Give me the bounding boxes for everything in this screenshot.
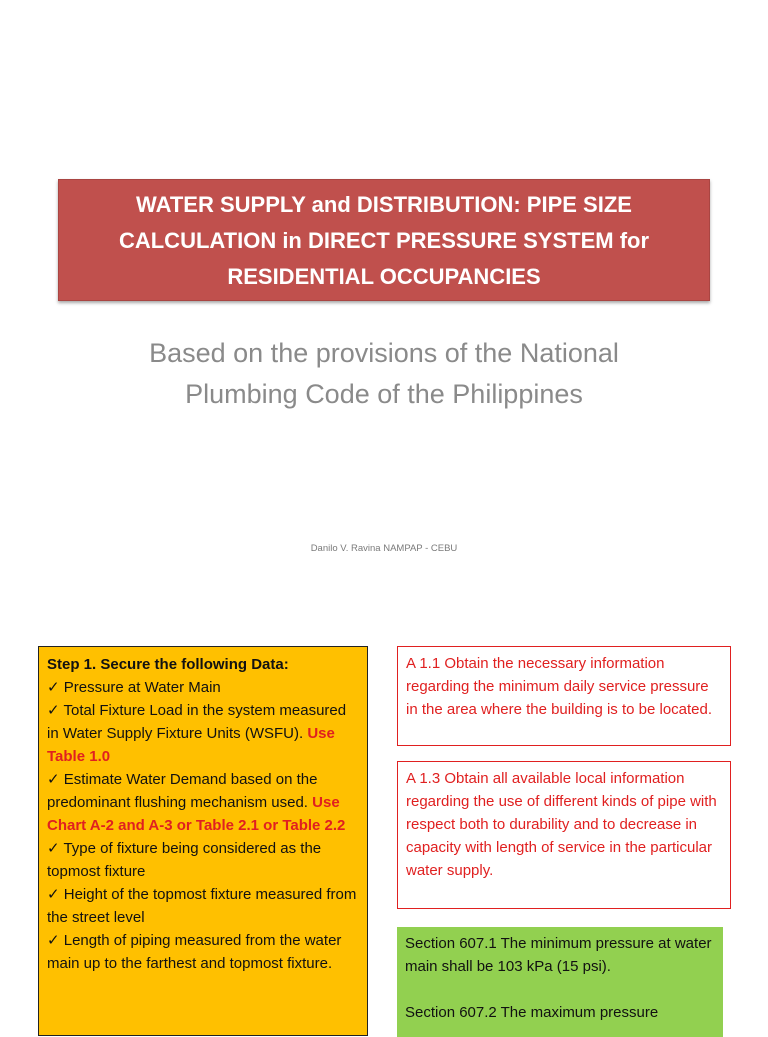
step-item-text: Pressure at Water Main bbox=[59, 679, 221, 696]
step-item-text: Total Fixture Load in the system measured in Water Supply Fixture Units (WSFU). bbox=[47, 702, 347, 742]
section-607-2: Section 607.2 The maximum pressure bbox=[405, 1004, 659, 1021]
step-item-reference: Use Table 1.0 bbox=[47, 725, 335, 765]
step-item bbox=[47, 768, 361, 837]
author-credit: Danilo V. Ravina NAMPAP - CEBU bbox=[310, 543, 458, 554]
step-item bbox=[47, 837, 361, 883]
checkmark-icon: ✓ bbox=[47, 771, 60, 788]
step-1-box bbox=[38, 646, 368, 1036]
step-item bbox=[47, 883, 361, 929]
step-item bbox=[47, 676, 361, 699]
step-item bbox=[47, 929, 361, 975]
section-607-box bbox=[397, 927, 723, 1037]
slide-title bbox=[58, 179, 710, 301]
checkmark-icon: ✓ bbox=[47, 932, 60, 949]
step-item-text: Type of fixture being considered as the topmost fixture bbox=[47, 840, 322, 880]
step-item-reference: Use Chart A-2 and A-3 or Table 2.1 or Table 2.2 bbox=[47, 794, 346, 834]
checkmark-icon: ✓ bbox=[47, 886, 60, 903]
step-item-text: Estimate Water Demand based on the predominant flushing mechanism used. bbox=[47, 771, 318, 811]
note-a-1-1: A 1.1 Obtain the necessary information regarding the minimum daily service pressure in the area where the building is to be located. bbox=[397, 646, 731, 746]
step-item-text: Height of the topmost fixture measured from the street level bbox=[47, 886, 357, 926]
slide-title-text: WATER SUPPLY and DISTRIBUTION: PIPE SIZE CALCULATION in DIRECT PRESSURE SYSTEM for RESIDENTIAL OCCUPANCIES bbox=[118, 192, 650, 289]
step-1-heading: Step 1. Secure the following Data: bbox=[47, 656, 289, 673]
slide-subtitle: Based on the provisions of the National Plumbing Code of the Philippines bbox=[149, 338, 619, 409]
checkmark-icon: ✓ bbox=[47, 702, 60, 719]
checkmark-icon: ✓ bbox=[47, 840, 60, 857]
section-607-1: Section 607.1 The minimum pressure at water main shall be 103 kPa (15 psi). bbox=[405, 935, 712, 975]
checkmark-icon: ✓ bbox=[47, 679, 60, 696]
note-a-1-3: A 1.3 Obtain all available local information regarding the use of different kinds of pipe with respect both to durability and to decrease in capacity with length of service in the particular water supply. bbox=[397, 761, 731, 909]
step-item bbox=[47, 699, 361, 768]
step-item-text: Length of piping measured from the water main up to the farthest and topmost fixture. bbox=[47, 932, 342, 972]
